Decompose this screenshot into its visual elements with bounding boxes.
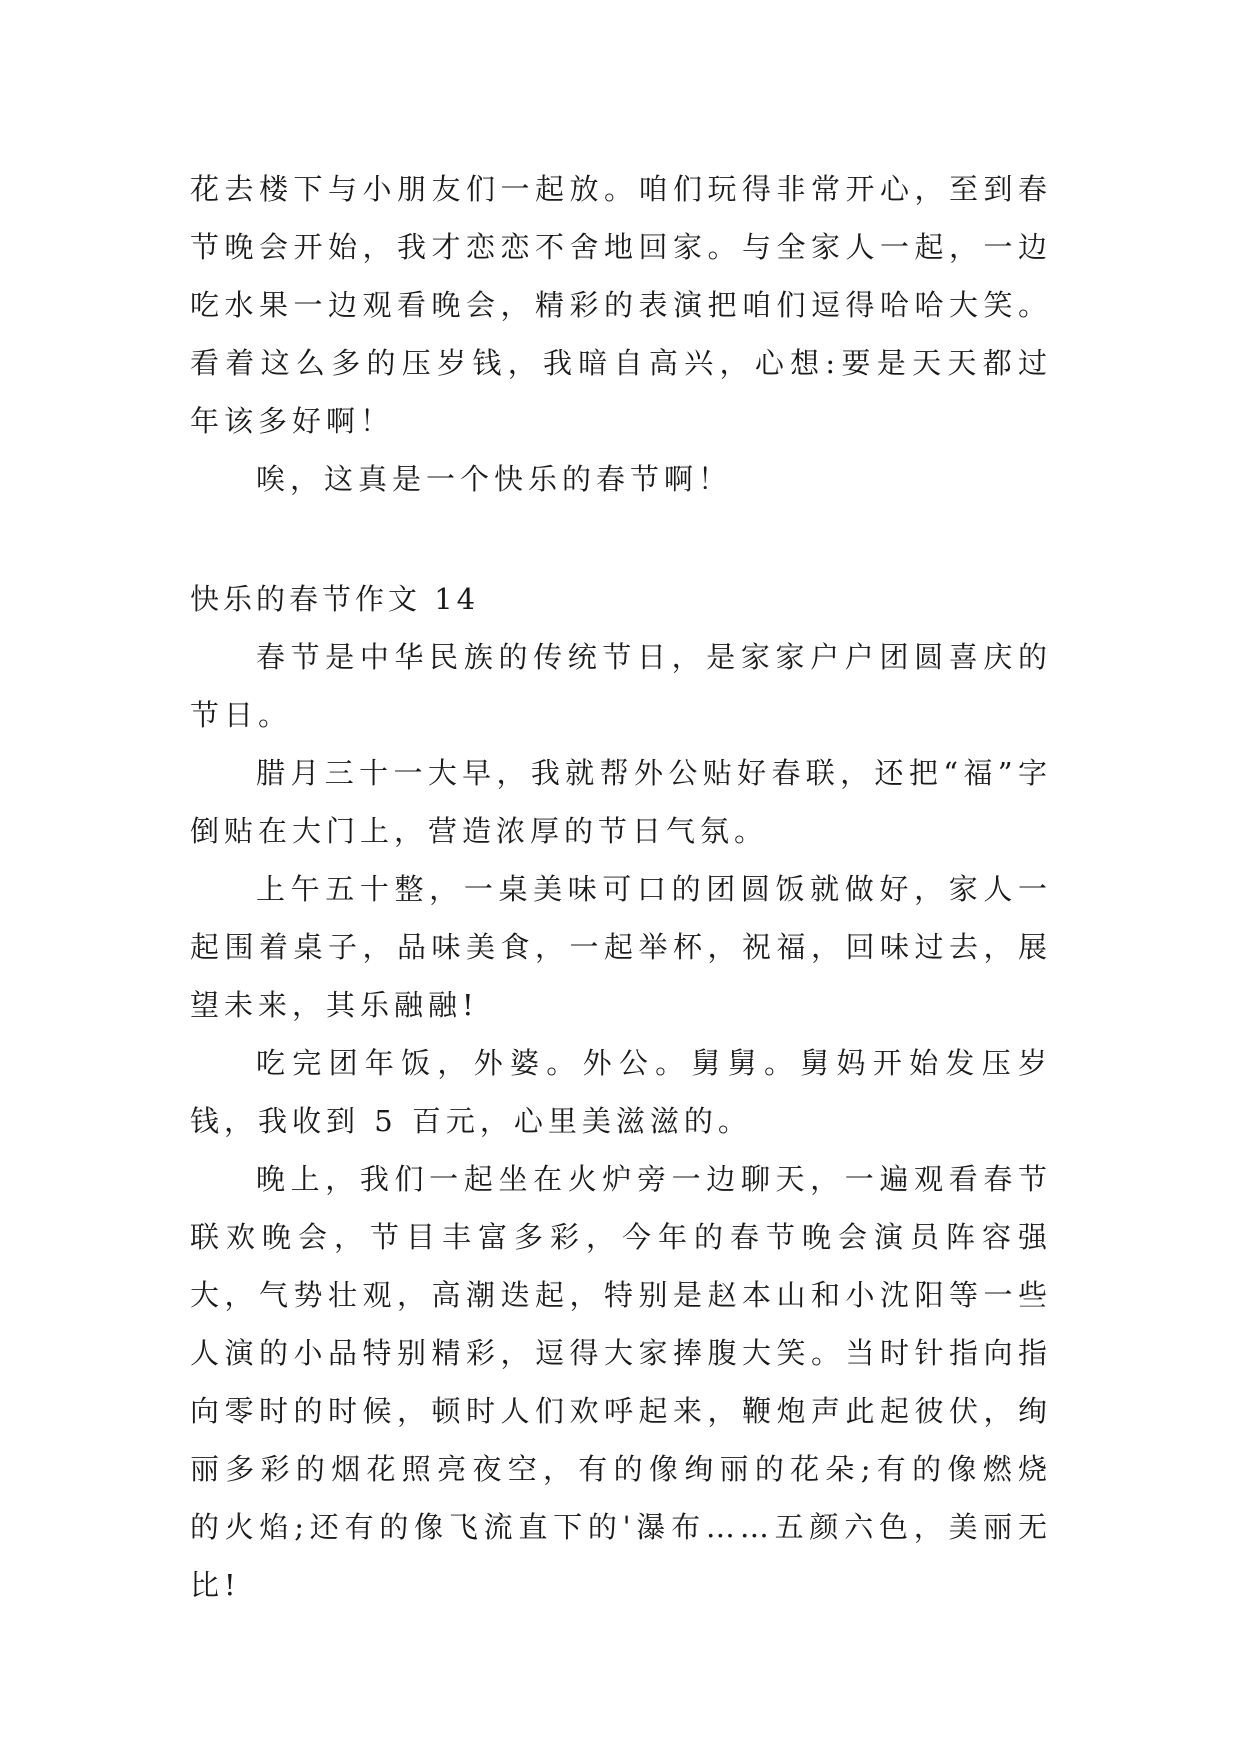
closing-paragraph: 唉，这真是一个快乐的春节啊！ bbox=[256, 462, 733, 496]
essay-title: 快乐的春节作文 14 bbox=[190, 582, 480, 616]
continued-paragraph: 花去楼下与小朋友们一起放。咱们玩得非常开心，至到春节晚会开始，我才恋恋不舍地回家。与全家人一起，一边吃水果一边观看晚会，精彩的表演把咱们逗得哈哈大笑。看着这么多的压岁钱，我暗自高兴，心想:要是天天都过年该多好啊！ bbox=[190, 172, 1052, 438]
paragraph: 吃完团年饭，外婆。外公。舅舅。舅妈开始发压岁钱，我收到 5 百元，心里美滋滋的。 bbox=[190, 1046, 1052, 1138]
paragraph: 晚上，我们一起坐在火炉旁一边聊天，一遍观看春节联欢晚会，节目丰富多彩，今年的春节晚会演员阵容强大，气势壮观，高潮迭起，特别是赵本山和小沈阳等一些人演的小品特别精彩，逗得大家捧腹大笑。当时针指向指向零时的时候，顿时人们欢呼起来，鞭炮声此起彼伏，绚丽多彩的烟花照亮夜空，有的像绚丽的花朵;有的像燃烧的火焰;还有的像飞流直下的'瀑布……五颜六色，美丽无比! bbox=[190, 1162, 1052, 1602]
paragraph: 腊月三十一大早，我就帮外公贴好春联，还把“福”字倒贴在大门上，营造浓厚的节日气氛。 bbox=[190, 756, 1052, 848]
section-gap bbox=[190, 508, 1052, 570]
paragraph: 上午五十整，一桌美味可口的团圆饭就做好，家人一起围着桌子，品味美食，一起举杯，祝福，回味过去，展望未来，其乐融融! bbox=[190, 872, 1052, 1022]
document-page bbox=[190, 160, 1052, 1614]
paragraph: 春节是中华民族的传统节日，是家家户户团圆喜庆的节日。 bbox=[190, 640, 1052, 732]
